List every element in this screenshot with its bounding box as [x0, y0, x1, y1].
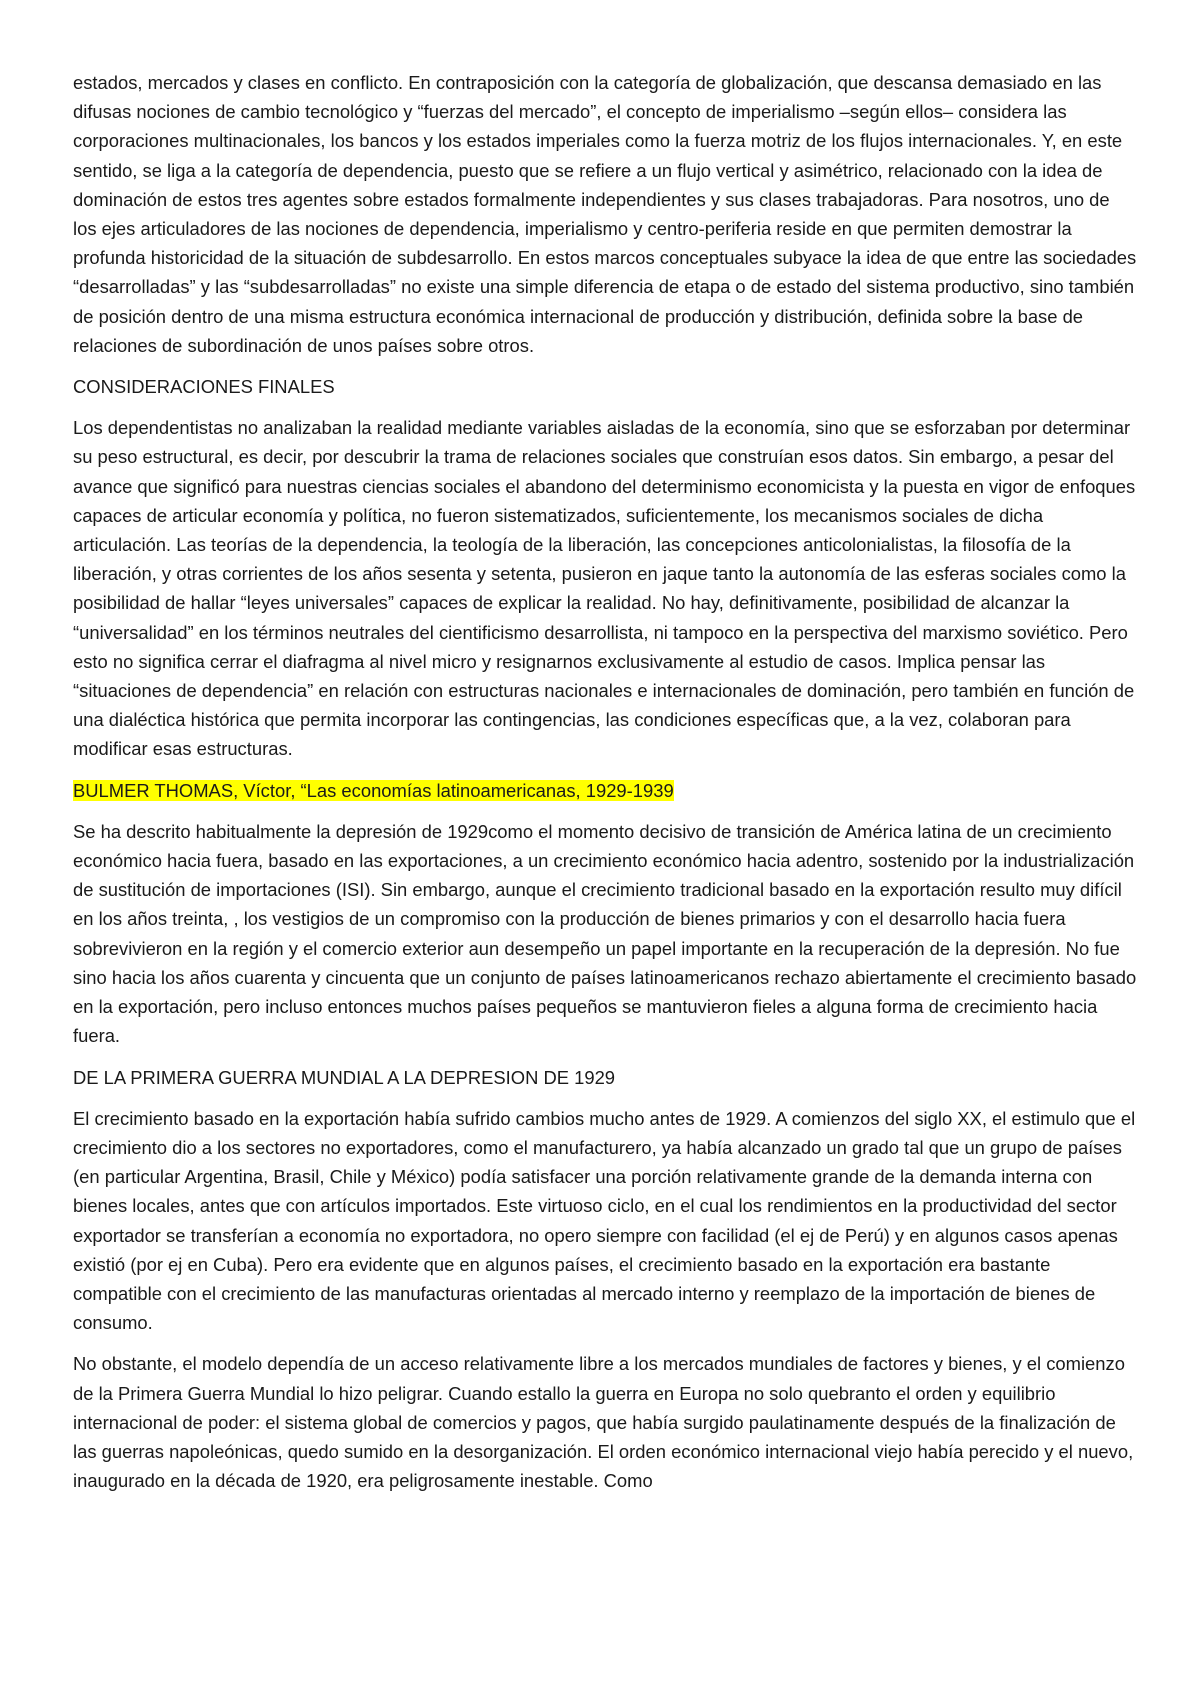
paragraph-dependentistas: Los dependentistas no analizaban la realidad mediante variables aisladas de la economía, sino que se esforzaban por determinar su peso estructural, es decir, por descubrir la trama de relaciones sociales que construían esos datos. Sin embargo, a pesar del avance que significó para nuestras ciencias sociales el abandono del determinismo economicista y la puesta en vigor de enfoques capaces de articular economía y política, no fueron sistematizados, suficientemente, los mecanismos sociales de dicha articulación. Las teorías de la dependencia, la teología de la liberación, las concepciones anticolonialistas, la filosofía de la liberación, y otras corrientes de los años sesenta y setenta, pusieron en jaque tanto la autonomía de las esferas sociales como la posibilidad de hallar “leyes universales” capaces de explicar la realidad. No hay, definitivamente, posibilidad de alcanzar la “universalidad” en los términos neutrales del cientificismo desarrollista, ni tampoco en la perspectiva del marxismo soviético. Pero esto no significa cerrar el diafragma al nivel micro y resignarnos exclusivamente al estudio de casos. Implica pensar las “situaciones de dependencia” en relación con estructuras nacionales e internacionales de dominación, pero también en función de una dialéctica histórica que permita incorporar las contingencias, las condiciones específicas que, a la vez, colaboran para modificar esas estructuras.: [73, 417, 1136, 760]
paragraph-crecimiento-exportacion: El crecimiento basado en la exportación había sufrido cambios mucho antes de 1929. A comienzos del siglo XX, el estimulo que el crecimiento dio a los sectores no exportadores, como el manufacturero, ya había alcanzado un grado tal que un grupo de países (en particular Argentina, Brasil, Chile y México) podía satisfacer una porción relativamente grande de la demanda interna con bienes locales, antes que con artículos importados. Este virtuoso ciclo, en el cual los rendimientos en la productividad del sector exportador se transferían a economía no exportadora, no opero siempre con facilidad (el ej de Perú) y en algunos casos apenas existió (por ej en Cuba). Pero era evidente que en algunos países, el crecimiento basado en la exportación era bastante compatible con el crecimiento de las manufacturas orientadas al mercado interno y reemplazo de la importación de bienes de consumo.: [73, 1107, 1136, 1334]
paragraph-no-obstante: No obstante, el modelo dependía de un acceso relativamente libre a los mercados mundiales de factores y bienes, y el comienzo de la Primera Guerra Mundial lo hizo peligrar. Cuando estallo la guerra en Europa no solo quebranto el orden y equilibrio internacional de poder: el sistema global de comercios y pagos, que había surgido paulatinamente después de la finalización de las guerras napoleónicas, quedo sumido en la desorganización. El orden económico internacional viejo había perecido y el nuevo, inaugurado en la década de 1920, era peligrosamente inestable. Como: [73, 1353, 1134, 1492]
highlighted-text: BULMER THOMAS, Víctor, “Las economías latinoamericanas, 1929-1939: [73, 779, 674, 801]
paragraph-imperialismo: estados, mercados y clases en conflicto. En contraposición con la categoría de globalización, que descansa demasiado en las difusas nociones de cambio tecnológico y “fuerzas del mercado”, el concepto de imperialismo –según ellos– considera las corporaciones multinacionales, los bancos y los estados imperiales como la fuerza motriz de los flujos internacionales. Y, en este sentido, se liga a la categoría de dependencia, puesto que se refiere a un flujo vertical y asimétrico, relacionado con la idea de dominación de estos tres agentes sobre estados formalmente independientes y sus clases trabajadoras. Para nosotros, uno de los ejes articuladores de las nociones de dependencia, imperialismo y centro-periferia reside en que permiten demostrar la profunda historicidad de la situación de subdesarrollo. En estos marcos conceptuales subyace la idea de que entre las sociedades “desarrolladas” y las “subdesarrolladas” no existe una simple diferencia de etapa o de estado del sistema productivo, sino también de posición dentro de una misma estructura económica internacional de producción y distribución, definida sobre la base de relaciones de subordinación de unos países sobre otros.: [73, 72, 1137, 356]
document-page: [73, 68, 1138, 1507]
heading-consideraciones-finales: CONSIDERACIONES FINALES: [73, 376, 335, 398]
highlighted-heading-bulmer-thomas: [73, 776, 1138, 805]
paragraph-depresion-1929: Se ha descrito habitualmente la depresión de 1929como el momento decisivo de transición de América latina de un crecimiento económico hacia fuera, basado en las exportaciones, a un crecimiento económico hacia adentro, sostenido por la industrialización de sustitución de importaciones (ISI). Sin embargo, aunque el crecimiento tradicional basado en la exportación resulto muy difícil en los años treinta, , los vestigios de un compromiso con la producción de bienes primarios y con el desarrollo hacia fuera sobrevivieron en la región y el comercio exterior aun desempeño un papel importante en la recuperación de la depresión. No fue sino hacia los años cuarenta y cincuenta que un conjunto de países latinoamericanos rechazo abiertamente el crecimiento basado en la exportación, pero incluso entonces muchos países pequeños se mantuvieron fieles a alguna forma de crecimiento hacia fuera.: [73, 820, 1137, 1047]
heading-primera-guerra-mundial: DE LA PRIMERA GUERRA MUNDIAL A LA DEPRESION DE 1929: [73, 1066, 616, 1088]
